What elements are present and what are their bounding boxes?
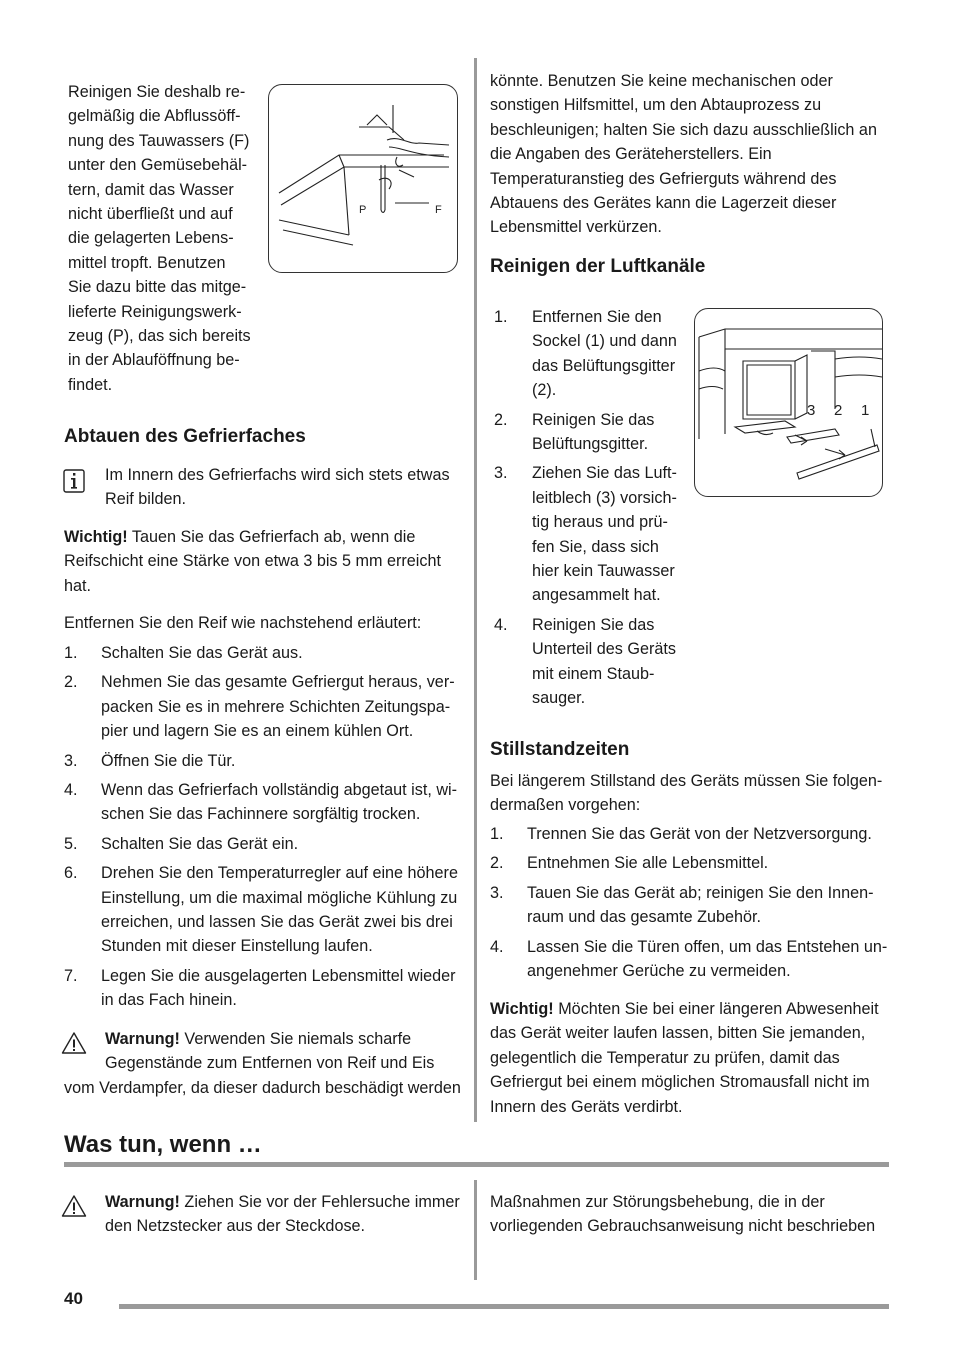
text-line: findet. [68,375,113,394]
list-item [490,851,890,875]
intro-paragraph [68,80,268,397]
text-line: Gefriergut bei einem möglichen Stromausfall nicht im [490,1073,870,1092]
step-number: 4. [494,615,508,634]
text-line: Einstellung, um die maximal mögliche Kühlung zu [101,888,458,907]
text-line: Öffnen Sie die Tür. [101,751,236,770]
warning-paragraph [64,1027,469,1100]
step-number: 1. [64,644,78,662]
text-line: zeug (P), das sich bereits [68,327,251,346]
text-line: Nehmen Sie das gesamte Gefriergut heraus, ver- [101,673,455,692]
text-line: hier kein Tauwasser [532,562,675,581]
text-line: Gegenstände zum Entfernen von Reif und Eis [105,1054,435,1073]
text-line: pier und lagern Sie es an einem kühlen Ort. [101,722,414,741]
footer-rule [119,1304,889,1309]
list-item [494,613,694,711]
step-number: 2. [64,673,78,692]
step-number: 4. [64,781,78,800]
list-item [64,861,464,959]
text-line: Innern des Geräts verdirbt. [490,1097,683,1116]
text-line: Schalten Sie das Gerät aus. [101,644,303,662]
info-icon [63,469,85,498]
text-line: Reinigen Sie deshalb re- [68,83,246,101]
text-line: Reinigen Sie das [532,615,655,634]
info-text [105,463,450,512]
text-line: die gelagerten Lebens- [68,229,234,248]
remove-instruction: Entfernen Sie den Reif wie nachstehend erläutert: [64,614,422,632]
air-duct-illustration [694,308,883,497]
step-number: 2. [494,410,508,429]
text-line: Ziehen Sie vor der Fehlersuche immer [179,1193,460,1211]
list-item [494,305,694,403]
list-item [64,749,464,773]
heading-stillstandzeiten: Stillstandzeiten [490,739,630,760]
step-number: 5. [64,834,78,853]
heading-abtauen: Abtauen des Gefrierfaches [64,426,306,447]
text-line: lieferte Reinigungswerk- [68,302,242,321]
text-line: unter den Gemüsebehäl- [68,156,248,175]
warning-icon [61,1194,87,1223]
text-line: Drehen Sie den Temperaturregler auf eine höhere [101,864,458,883]
step-number: 4. [490,937,504,956]
text-line: könnte. Benutzen Sie keine mechanischen oder [490,72,833,90]
text-line: leitblech (3) vorsich- [532,488,677,507]
text-line: hat. [64,576,92,595]
text-line: gelegentlich die Temperatur zu prüfen, damit das [490,1048,840,1067]
text-line: sonstigen Hilfsmittel, um den Abtauprozess zu [490,96,822,115]
text-line: erreichen, und lassen Sie das Gerät zwei bis drei [101,913,453,932]
column-divider-lower [474,1180,477,1280]
text-line: Ziehen Sie das Luft- [532,464,677,483]
list-item [490,881,890,930]
label-2: 2 [834,402,843,419]
text-line: angenehmer Gerüche zu vermeiden. [527,962,791,981]
text-line: Legen Sie die ausgelagerten Lebensmittel wieder [101,966,456,985]
text-line: packen Sie es in mehrere Schichten Zeitungspa- [101,697,451,716]
text-line: in das Fach hinein. [101,991,237,1010]
text-line: sauger. [532,689,586,708]
text-line: Tauen Sie das Gefrierfach ab, wenn die [127,528,416,546]
text-line: Abtauens des Gerätes kann die Lagerzeit dieser [490,194,837,213]
step-number: 3. [64,751,78,770]
text-line: Lebensmittel verkürzen. [490,218,662,237]
text-line: vorliegenden Gebrauchsanweisung nicht beschrieben [490,1217,876,1236]
defrost-steps [64,641,464,1018]
troubleshoot-paragraph [490,1190,890,1239]
text-line: in der Ablauföffnung be- [68,351,240,370]
text-line: Wenn das Gefrierfach vollständig abgetaut ist, wi- [101,781,458,800]
drain-cleaning-illustration [268,84,458,273]
text-line: tern, damit das Wasser [68,180,234,199]
text-line: Maßnahmen zur Störungsbehebung, die in der [490,1193,825,1211]
text-line: beschleunigen; halten Sie sich dazu ausschließlich an [490,120,877,139]
step-number: 2. [490,854,504,873]
text-line: Im Innern des Gefrierfachs wird sich stets etwas [105,466,450,484]
text-line: gelmäßig die Abflussöff- [68,107,241,126]
column-divider [474,58,477,1122]
text-line: Verwenden Sie niemals scharfe [179,1030,412,1048]
warning-paragraph-2 [105,1190,470,1239]
text-line: Sockel (1) und dann [532,332,677,351]
text-line: dermaßen vorgehen: [490,796,641,815]
label-3: 3 [807,402,816,419]
step-number: 1. [494,308,508,326]
warning-label: Warnung! [105,1030,180,1048]
wichtig-paragraph [64,525,441,598]
text-line: Unterteil des Geräts [532,640,676,659]
text-line: Tauen Sie das Gerät ab; reinigen Sie den Innen- [527,883,874,902]
wichtig-label: Wichtig! [490,1000,554,1018]
text-line: Möchten Sie bei einer längeren Abwesenheit [553,1000,879,1018]
heading-luftkanaele: Reinigen der Luftkanäle [490,256,706,277]
wichtig-paragraph-right [490,997,890,1119]
step-number: 3. [490,883,504,902]
text-line: Bei längerem Stillstand des Geräts müssen Sie folgen- [490,772,883,790]
text-line: Temperaturanstieg des Gefrierguts während des [490,169,837,188]
list-item [64,670,464,743]
air-duct-drawing [695,309,882,496]
step-number: 6. [64,864,78,883]
text-line: (2). [532,381,557,400]
page-number: 40 [64,1289,83,1308]
text-line: Entnehmen Sie alle Lebensmittel. [527,854,769,873]
list-item [64,832,464,856]
text-line: Entfernen Sie den [532,308,662,326]
text-line: das Gerät weiter laufen lassen, bitten Sie jemanden, [490,1024,866,1043]
text-line: Stunden mit dieser Einstellung laufen. [101,937,373,956]
text-line: nung des Tauwassers (F) [68,131,250,150]
text-line: Lassen Sie die Türen offen, um das Entstehen un- [527,937,888,956]
list-item [490,935,890,984]
text-line: schen Sie das Fachinnere sorgfältig trocken. [101,805,421,824]
step-number: 3. [494,464,508,483]
text-line: raum und das gesamte Zubehör. [527,908,761,927]
text-line: mittel tropft. Benutzen [68,253,226,272]
list-item [494,461,694,607]
still-intro [490,769,890,818]
right-top-paragraph [490,69,890,240]
text-line: Sie dazu bitte das mitge- [68,278,247,297]
list-item [490,822,890,846]
label-1: 1 [861,402,870,419]
list-item [64,778,464,827]
list-item [494,408,694,457]
wichtig-label: Wichtig! [64,528,128,546]
text-line: Reinigen Sie das [532,410,655,429]
text-line: nicht überfließt und auf [68,205,233,224]
list-item [64,641,464,665]
label-p: P [359,204,367,216]
section-rule [64,1162,889,1167]
text-line: mit einem Staub- [532,664,655,683]
text-line: Schalten Sie das Gerät ein. [101,834,299,853]
list-item [64,964,464,1013]
text-line: fen Sie, dass sich [532,537,659,556]
text-line: Trennen Sie das Gerät von der Netzversorgung. [527,825,872,843]
text-line: angesammelt hat. [532,586,661,605]
text-line: tig heraus und prü- [532,513,668,532]
text-line: Reifschicht eine Stärke von etwa 3 bis 5 mm erreicht [64,552,441,571]
step-number: 1. [490,825,504,843]
text-line: die Angaben des Geräteherstellers. Ein [490,145,772,164]
still-steps [490,822,890,988]
text-line: Belüftungsgitter. [532,435,649,454]
step-number: 7. [64,966,78,985]
text-line: das Belüftungsgitter [532,356,676,375]
warning-label: Warnung! [105,1193,180,1211]
drain-drawing [269,85,457,272]
air-duct-steps [494,305,694,716]
section-title: Was tun, wenn … [64,1131,262,1158]
text-line: den Netzstecker aus der Steckdose. [105,1217,366,1236]
text-line: vom Verdampfer, da dieser dadurch beschädigt werden [64,1078,461,1097]
label-f: F [435,204,442,216]
text-line: Reif bilden. [105,490,186,509]
